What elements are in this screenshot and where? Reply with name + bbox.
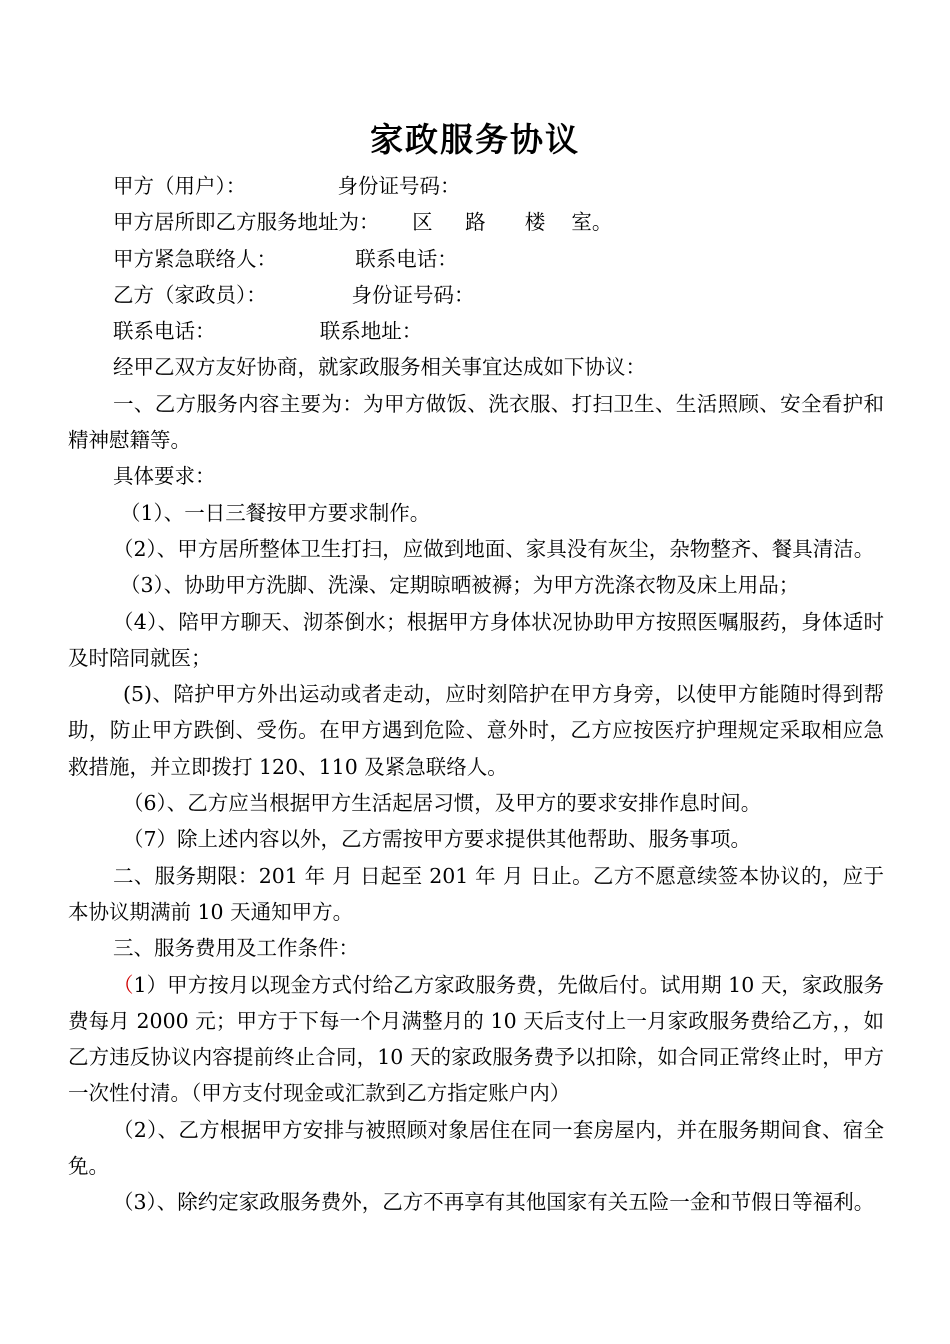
fee-item-2: （2）、乙方根据甲方安排与被照顾对象居住在同一套房屋内，并在服务期间食、宿全免。	[68, 1117, 884, 1179]
section-2-paragraph: 二、服务期限：201 年 月 日起至 201 年 月 日止。乙方不愿意续签本协议的，应于本协议期满前 10 天通知甲方。	[68, 863, 884, 924]
fee-item-1-marker: （	[113, 972, 134, 997]
emergency-contact-line: 甲方紧急联络人： 联系电话：	[113, 246, 458, 271]
requirement-item-5: (5)、陪护甲方外出运动或者走动，应时刻陪护在甲方身旁，以使甲方能随时得到帮助，防止甲方跌倒、受伤。在甲方遇到危险、意外时，乙方应按医疗护理规定采取相应急救措施，并立即拨打 120、110 及紧急联络人。	[68, 682, 884, 779]
party-b-contact-line: 联系电话： 联系地址：	[113, 319, 423, 344]
requirement-item-3: （3）、协助甲方洗脚、洗澡、定期晾晒被褥；为甲方洗涤衣物及床上用品；	[120, 573, 800, 598]
requirements-heading: 具体要求：	[113, 464, 216, 489]
requirement-item-4: （4）、陪甲方聊天、沏茶倒水；根据甲方身体状况协助甲方按照医嘱服药，身体适时及时陪同就医；	[68, 609, 884, 670]
intro-paragraph: 经甲乙双方友好协商，就家政服务相关事宜达成如下协议：	[113, 355, 646, 380]
requirement-item-6: （6）、乙方应当根据甲方生活起居习惯，及甲方的要求安排作息时间。	[123, 791, 762, 816]
section-1-paragraph: 一、乙方服务内容主要为：为甲方做饭、洗衣服、打扫卫生、生活照顾、安全看护和精神慰籍等。	[68, 391, 884, 453]
service-address-line: 甲方居所即乙方服务地址为： 区 路 楼 室。	[113, 210, 613, 235]
requirement-item-7: （7）除上述内容以外，乙方需按甲方要求提供其他帮助、服务事项。	[123, 827, 752, 852]
requirement-item-1: （1）、一日三餐按甲方要求制作。	[120, 500, 431, 525]
document-title: 家政服务协议	[370, 120, 580, 159]
requirement-item-2: （2）、甲方居所整体卫生打扫，应做到地面、家具没有灰尘，杂物整齐、餐具清洁。	[113, 536, 875, 561]
party-b-line: 乙方（家政员）： 身份证号码：	[113, 282, 475, 307]
party-a-line: 甲方（用户）： 身份证号码：	[113, 174, 461, 198]
fee-item-1-text: 1）甲方按月以现金方式付给乙方家政服务费，先做后付。试用期 10 天，家政服务费每月 2000 元；甲方于下每一个月满整月的 10 天后支付上一月家政服务费给乙方，，如乙方违反协议内容提前终止合同，10 天的家政服务费予以扣除，如合同正常终止时，甲方一次性付清。（甲方支付现金或汇款到乙方指定账户内）	[68, 972, 884, 1106]
fee-item-3: （3）、除约定家政服务费外，乙方不再享有其他国家有关五险一金和节假日等福利。	[113, 1190, 875, 1215]
document-body	[68, 168, 884, 1221]
fee-item-1	[68, 967, 884, 1112]
section-3-heading: 三、服务费用及工作条件：	[113, 936, 359, 961]
